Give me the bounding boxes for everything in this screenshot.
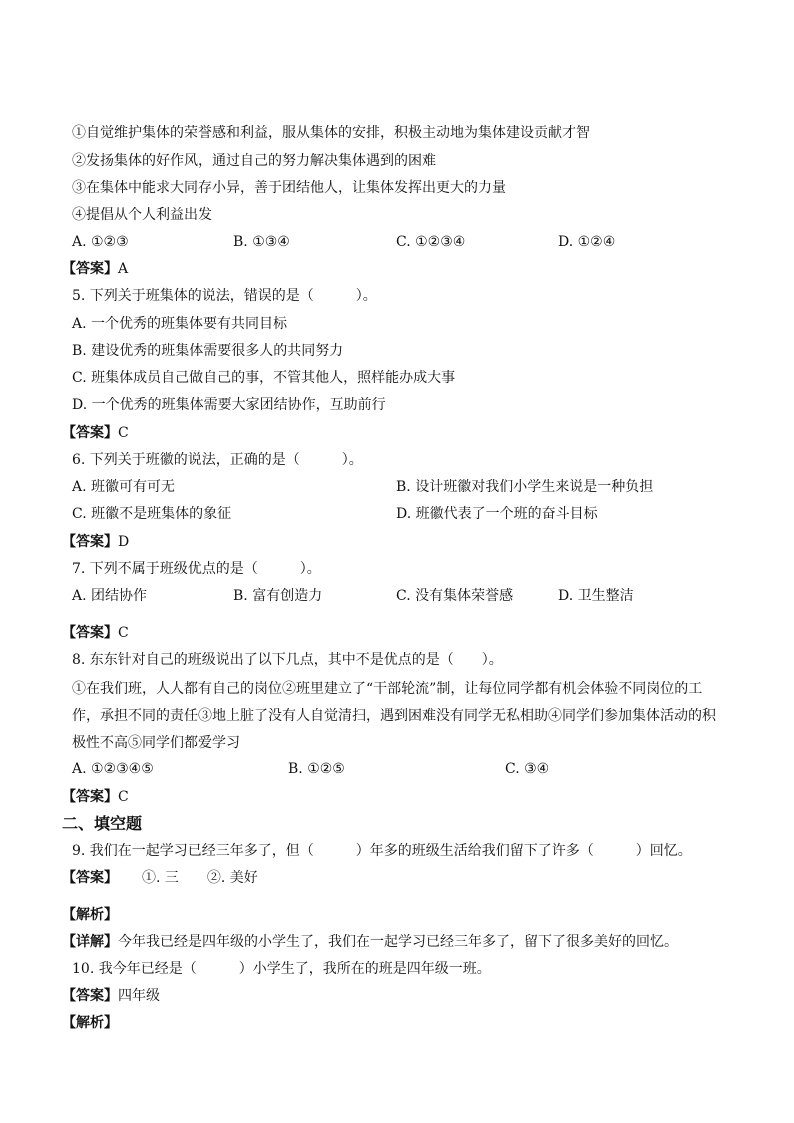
answer-value: D (118, 534, 130, 550)
q6-option-b: B. 设计班徽对我们小学生来说是一种负担 (396, 479, 654, 495)
q9-analysis (62, 906, 118, 924)
q4-option-b: B. ①③④ (233, 234, 290, 250)
q10-stem: 10. 我今年已经是（ ）小学生了，我所在的班是四年级一班。 (72, 961, 491, 977)
section-title: 二、填空题 (62, 814, 143, 833)
q6-option-c: C. 班徽不是班集体的象征 (72, 506, 232, 522)
answer-tag: 【答案】 (62, 625, 118, 641)
q8-body: ①在我们班，人人都有自己的岗位②班里建立了“干部轮流”制，让每位同学都有机会体验不同岗位的工作，承担不同的责任③地上脏了没有人自觉清扫，遇到困难没有同学无私相助④同学们参加集体活动的积极性不高⑤同学们都爱学习 (72, 681, 716, 751)
q7-option-d: D. 卫生整洁 (558, 588, 634, 604)
q9-answer (62, 869, 258, 887)
q6-answer (62, 533, 129, 551)
q7-stem: 7. 下列不属于班级优点的是（ ）。 (72, 561, 321, 577)
answer-value: C (118, 789, 129, 805)
q4-statement-3: ③在集体中能求大同存小异，善于团结他人，让集体发挥出更大的力量 (72, 180, 506, 196)
answer-value: C (118, 625, 129, 641)
q7-option-a: A. 团结协作 (72, 588, 148, 604)
q4-answer (62, 260, 128, 278)
q4-option-a: A. ①②③ (72, 234, 129, 250)
answer-tag: 【答案】 (62, 789, 118, 805)
analysis-tag: 【解析】 (62, 907, 118, 923)
q4-statement-4: ④提倡从个人利益出发 (72, 207, 212, 223)
q5-option-b: B. 建设优秀的班集体需要很多人的共同努力 (72, 343, 344, 359)
q8-option-a: A. ①②③④⑤ (72, 761, 154, 777)
q10-answer (62, 987, 160, 1005)
q5-answer (62, 424, 129, 442)
q10-analysis (62, 1014, 118, 1032)
q5-option-a: A. 一个优秀的班集体要有共同目标 (72, 316, 288, 332)
q8-option-c: C. ③④ (505, 761, 550, 777)
answer-value: ①. 三 ②. 美好 (142, 870, 258, 886)
q4-option-c: C. ①②③④ (396, 234, 466, 250)
q5-stem: 5. 下列关于班集体的说法，错误的是（ ）。 (72, 288, 377, 304)
q5-option-d: D. 一个优秀的班集体需要大家团结协作，互助前行 (72, 397, 386, 413)
q7-answer (62, 624, 129, 642)
q6-stem: 6. 下列关于班徽的说法，正确的是（ ）。 (72, 452, 363, 468)
detail-tag: 【详解】 (62, 934, 118, 950)
q7-option-c: C. 没有集体荣誉感 (396, 588, 514, 604)
detail-text: 今年我已经是四年级的小学生了，我们在一起学习已经三年多了，留下了很多美好的回忆。 (118, 934, 678, 950)
answer-tag: 【答案】 (62, 425, 118, 441)
q9-detail (62, 933, 678, 951)
q8-answer (62, 788, 129, 806)
answer-value: C (118, 425, 129, 441)
answer-tag: 【答案】 (62, 261, 118, 277)
q5-option-c: C. 班集体成员自己做自己的事，不管其他人，照样能办成大事 (72, 370, 456, 386)
q6-option-d: D. 班徽代表了一个班的奋斗目标 (396, 506, 598, 522)
answer-tag: 【答案】 (62, 870, 118, 886)
q7-option-b: B. 富有创造力 (233, 588, 323, 604)
answer-tag: 【答案】 (62, 988, 118, 1004)
analysis-tag: 【解析】 (62, 1015, 118, 1031)
q4-statement-2: ②发扬集体的好作风，通过自己的努力解决集体遇到的困难 (72, 153, 436, 169)
q6-option-a: A. 班徽可有可无 (72, 479, 176, 495)
q9-stem: 9. 我们在一起学习已经三年多了，但（ ）年多的班级生活给我们留下了许多（ ）回忆。 (72, 843, 692, 859)
answer-value: 四年级 (118, 988, 160, 1004)
q8-stem: 8. 东东针对自己的班级说出了以下几点，其中不是优点的是（ ）。 (72, 652, 503, 668)
answer-tag: 【答案】 (62, 534, 118, 550)
q8-option-b: B. ①②⑤ (288, 761, 345, 777)
q4-statement-1: ①自觉维护集体的荣誉感和利益，服从集体的安排，积极主动地为集体建设贡献才智 (72, 125, 590, 141)
answer-value: A (118, 261, 129, 277)
q4-option-d: D. ①②④ (558, 234, 616, 250)
